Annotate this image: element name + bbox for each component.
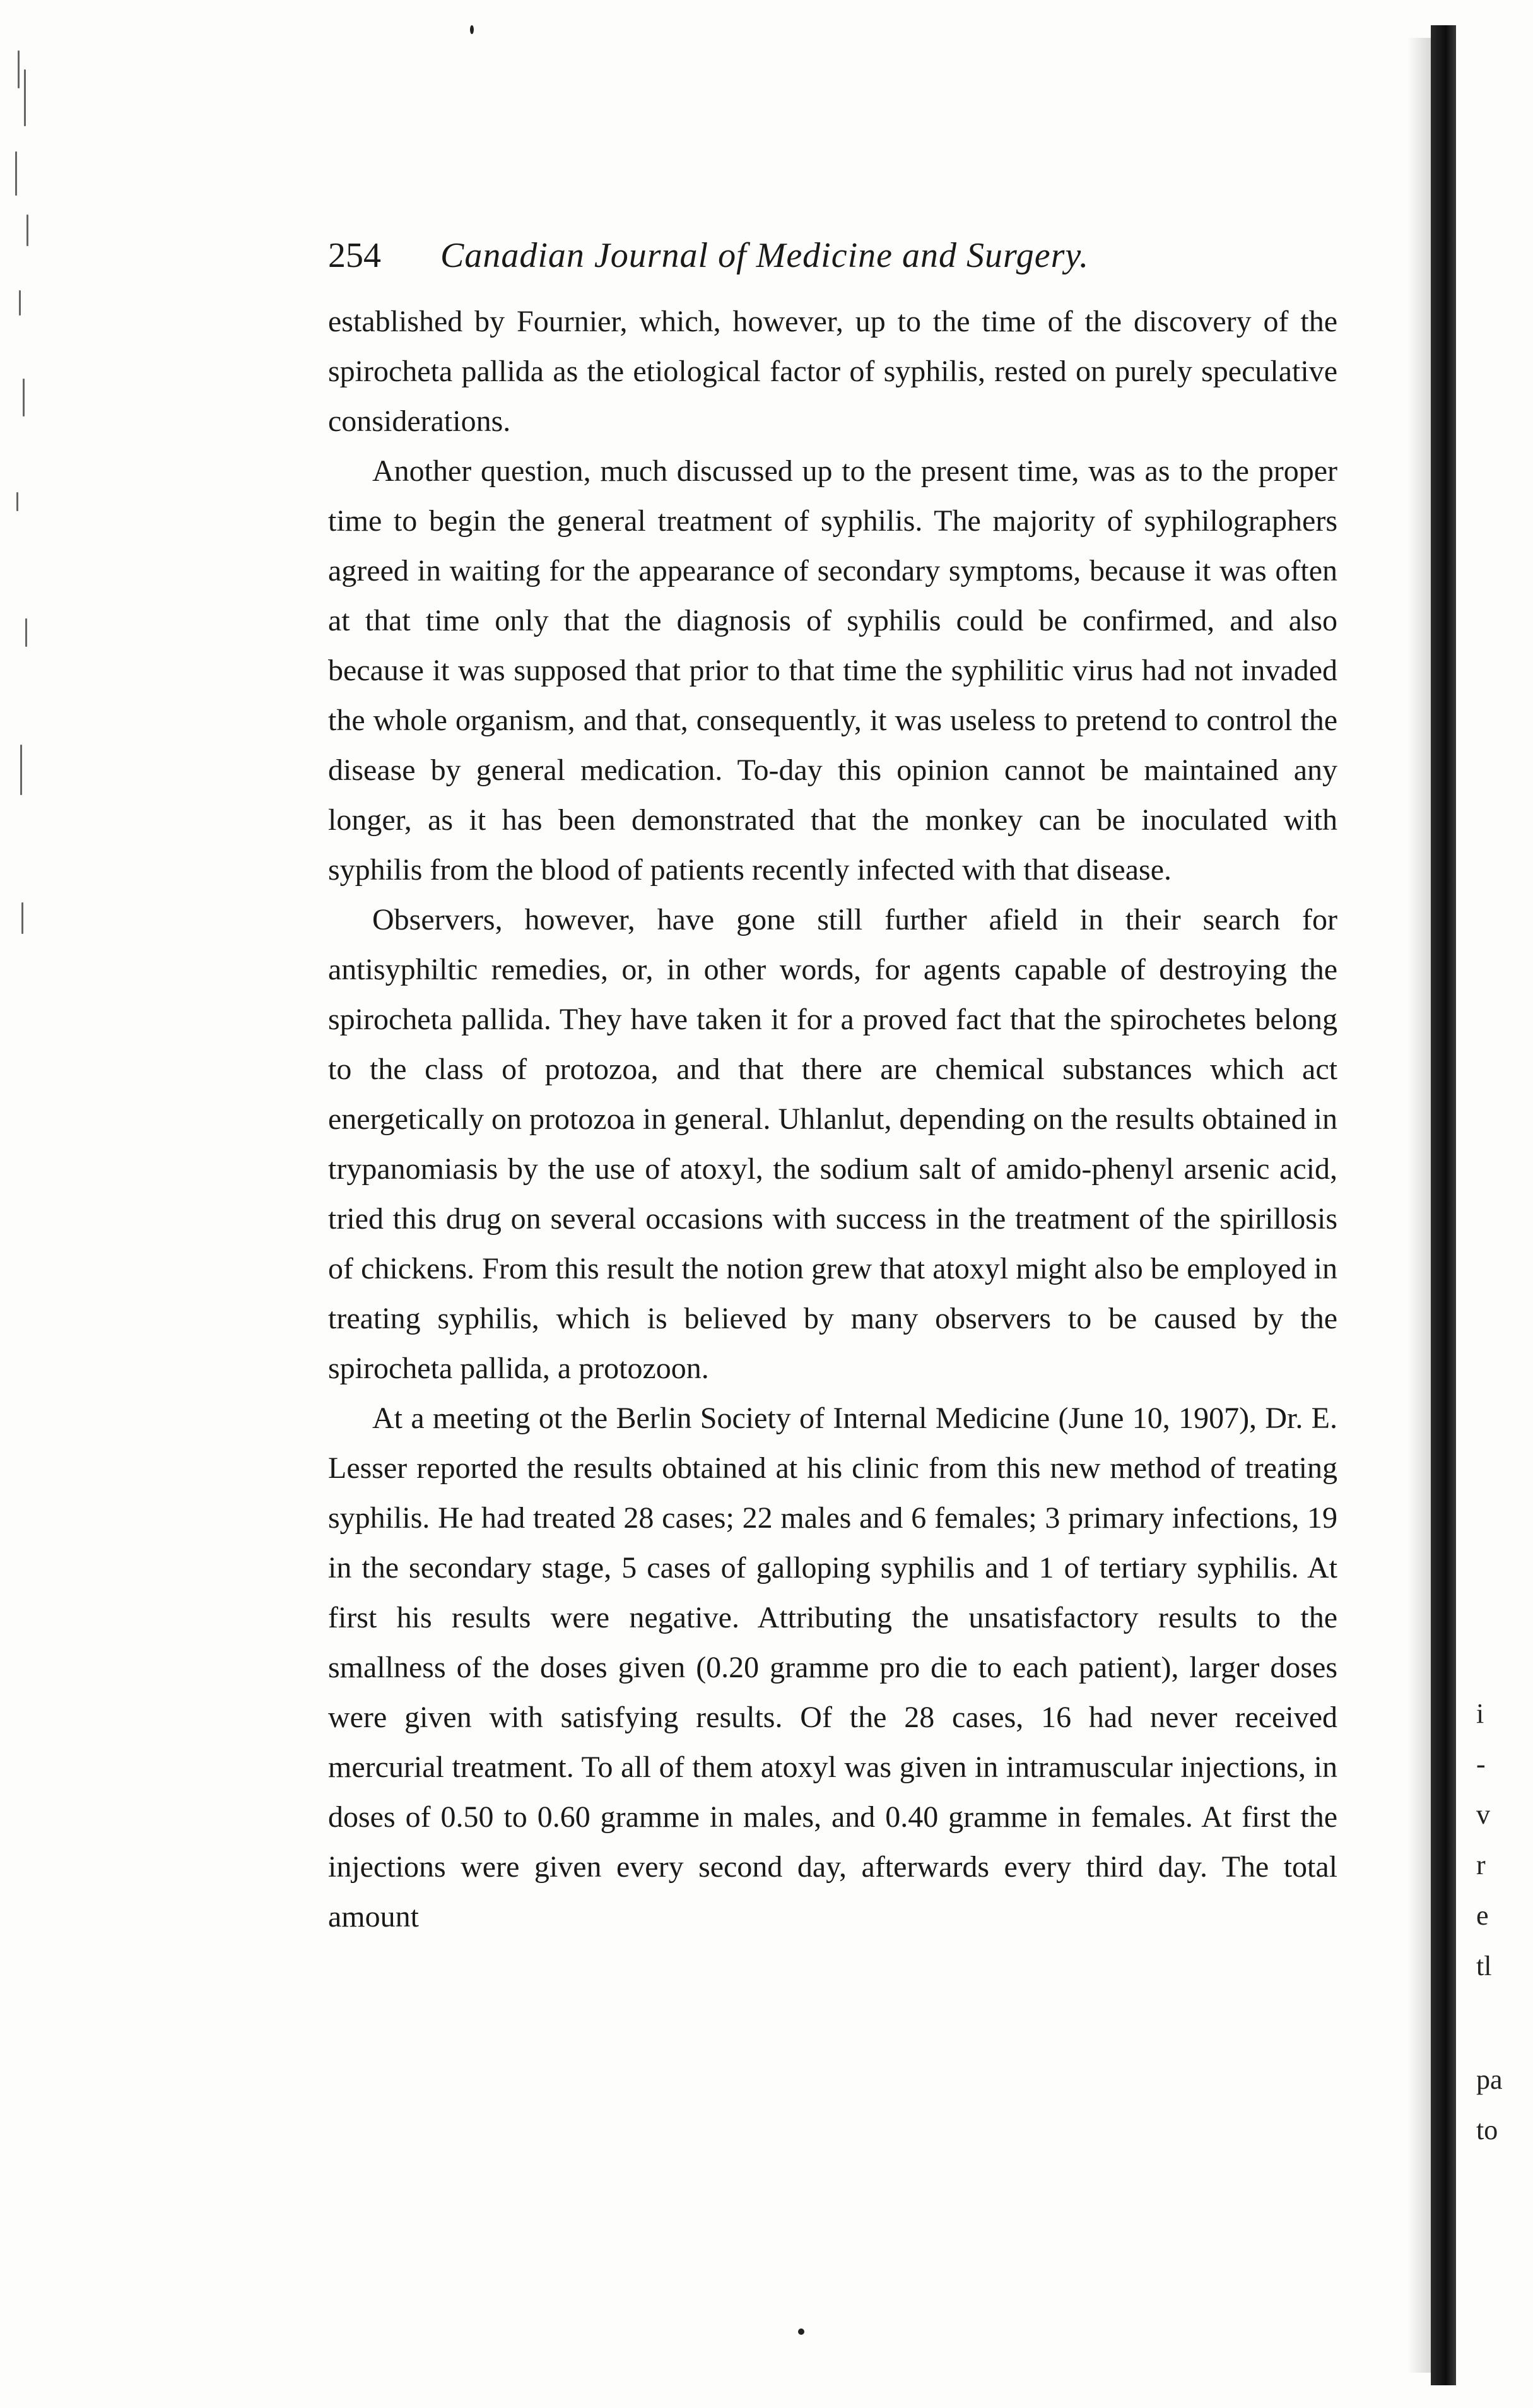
paragraph: At a meeting ot the Berlin Society of Internal Medicine (June 10, 1907), Dr. E. Lesser reported the results obtained at his clinic from this new method of treating syphilis. He had treated 28 cases; 22 males and 6 females; 3 primary infections, 19 in the secondary stage, 5 cases of galloping syphilis and 1 of tertiary syphilis. At first his results were negative. Attributing the unsatisfactory results to the smallness of the doses given (0.20 gramme pro die to each patient), larger doses were given with satisfying results. Of the 28 cases, 16 had never received mercurial treatment. To all of them atoxyl was given in intramuscular injections, in doses of 0.50 to 0.60 gramme in males, and 0.40 gramme in females. At first the injections were given every second day, afterwards every third day. The total amount — [328, 1402, 1337, 1933]
paragraph: Observers, however, have gone still further afield in their search for antisyphiltic remedies, or, in other words, for agents capable of destroying the spirocheta pallida. They have taken it for a proved fact that the spirochetes belong to the class of protozoa, and that there are chemical substances which act energetically on protozoa in general. Uhlanlut, depending on the results obtained in trypanomiasis by the use of atoxyl, the sodium salt of amido-phenyl arsenic acid, tried this drug on several occasions with success in the treatment of the spirillosis of chickens. From this result the notion grew that atoxyl might also be employed in treating syphilis, which is believed by many observers to be caused by the spirocheta pallida, a protozoon. — [328, 903, 1337, 1385]
running-title: Canadian Journal of Medicine and Surgery. — [440, 236, 1090, 275]
page-number: 254 — [328, 236, 381, 275]
facing-page-fragment: pa — [1476, 2064, 1503, 2095]
page-binding-edge — [1431, 25, 1456, 2385]
facing-page-fragment: tl — [1476, 1951, 1492, 1981]
running-header — [328, 227, 1401, 284]
article-body — [328, 297, 1337, 1942]
facing-page-fragment: i — [1476, 1698, 1484, 1729]
facing-page-fragment: r — [1476, 1850, 1486, 1880]
paragraph: established by Fournier, which, however, up to the time of the discovery of the spirocheta pallida as the etiological factor of syphilis, rested on purely speculative considerations. — [328, 305, 1337, 438]
ink-mark — [470, 25, 474, 34]
facing-page-fragment: to — [1476, 2115, 1498, 2145]
facing-page-fragment: v — [1476, 1799, 1490, 1830]
scan-specks — [13, 50, 44, 997]
ink-dot — [798, 2328, 804, 2335]
facing-page-fragment: e — [1476, 1900, 1489, 1931]
paragraph: Another question, much discussed up to the present time, was as to the proper time to begin the general treatment of syphilis. The majority of syphilographers agreed in waiting for the appearance of secondary symptoms, because it was often at that time only that the diagnosis of syphilis could be confirmed, and also because it was supposed that prior to that time the syphilitic virus had not invaded the whole organism, and that, consequently, it was useless to pretend to control the disease by general medication. To-day this opinion cannot be maintained any longer, as it has been demonstrated that the monkey can be inoculated with syphilis from the blood of patients recently infected with that disease. — [328, 454, 1337, 887]
binding-shadow — [1407, 38, 1431, 2373]
facing-page-fragment: - — [1476, 1749, 1486, 1779]
